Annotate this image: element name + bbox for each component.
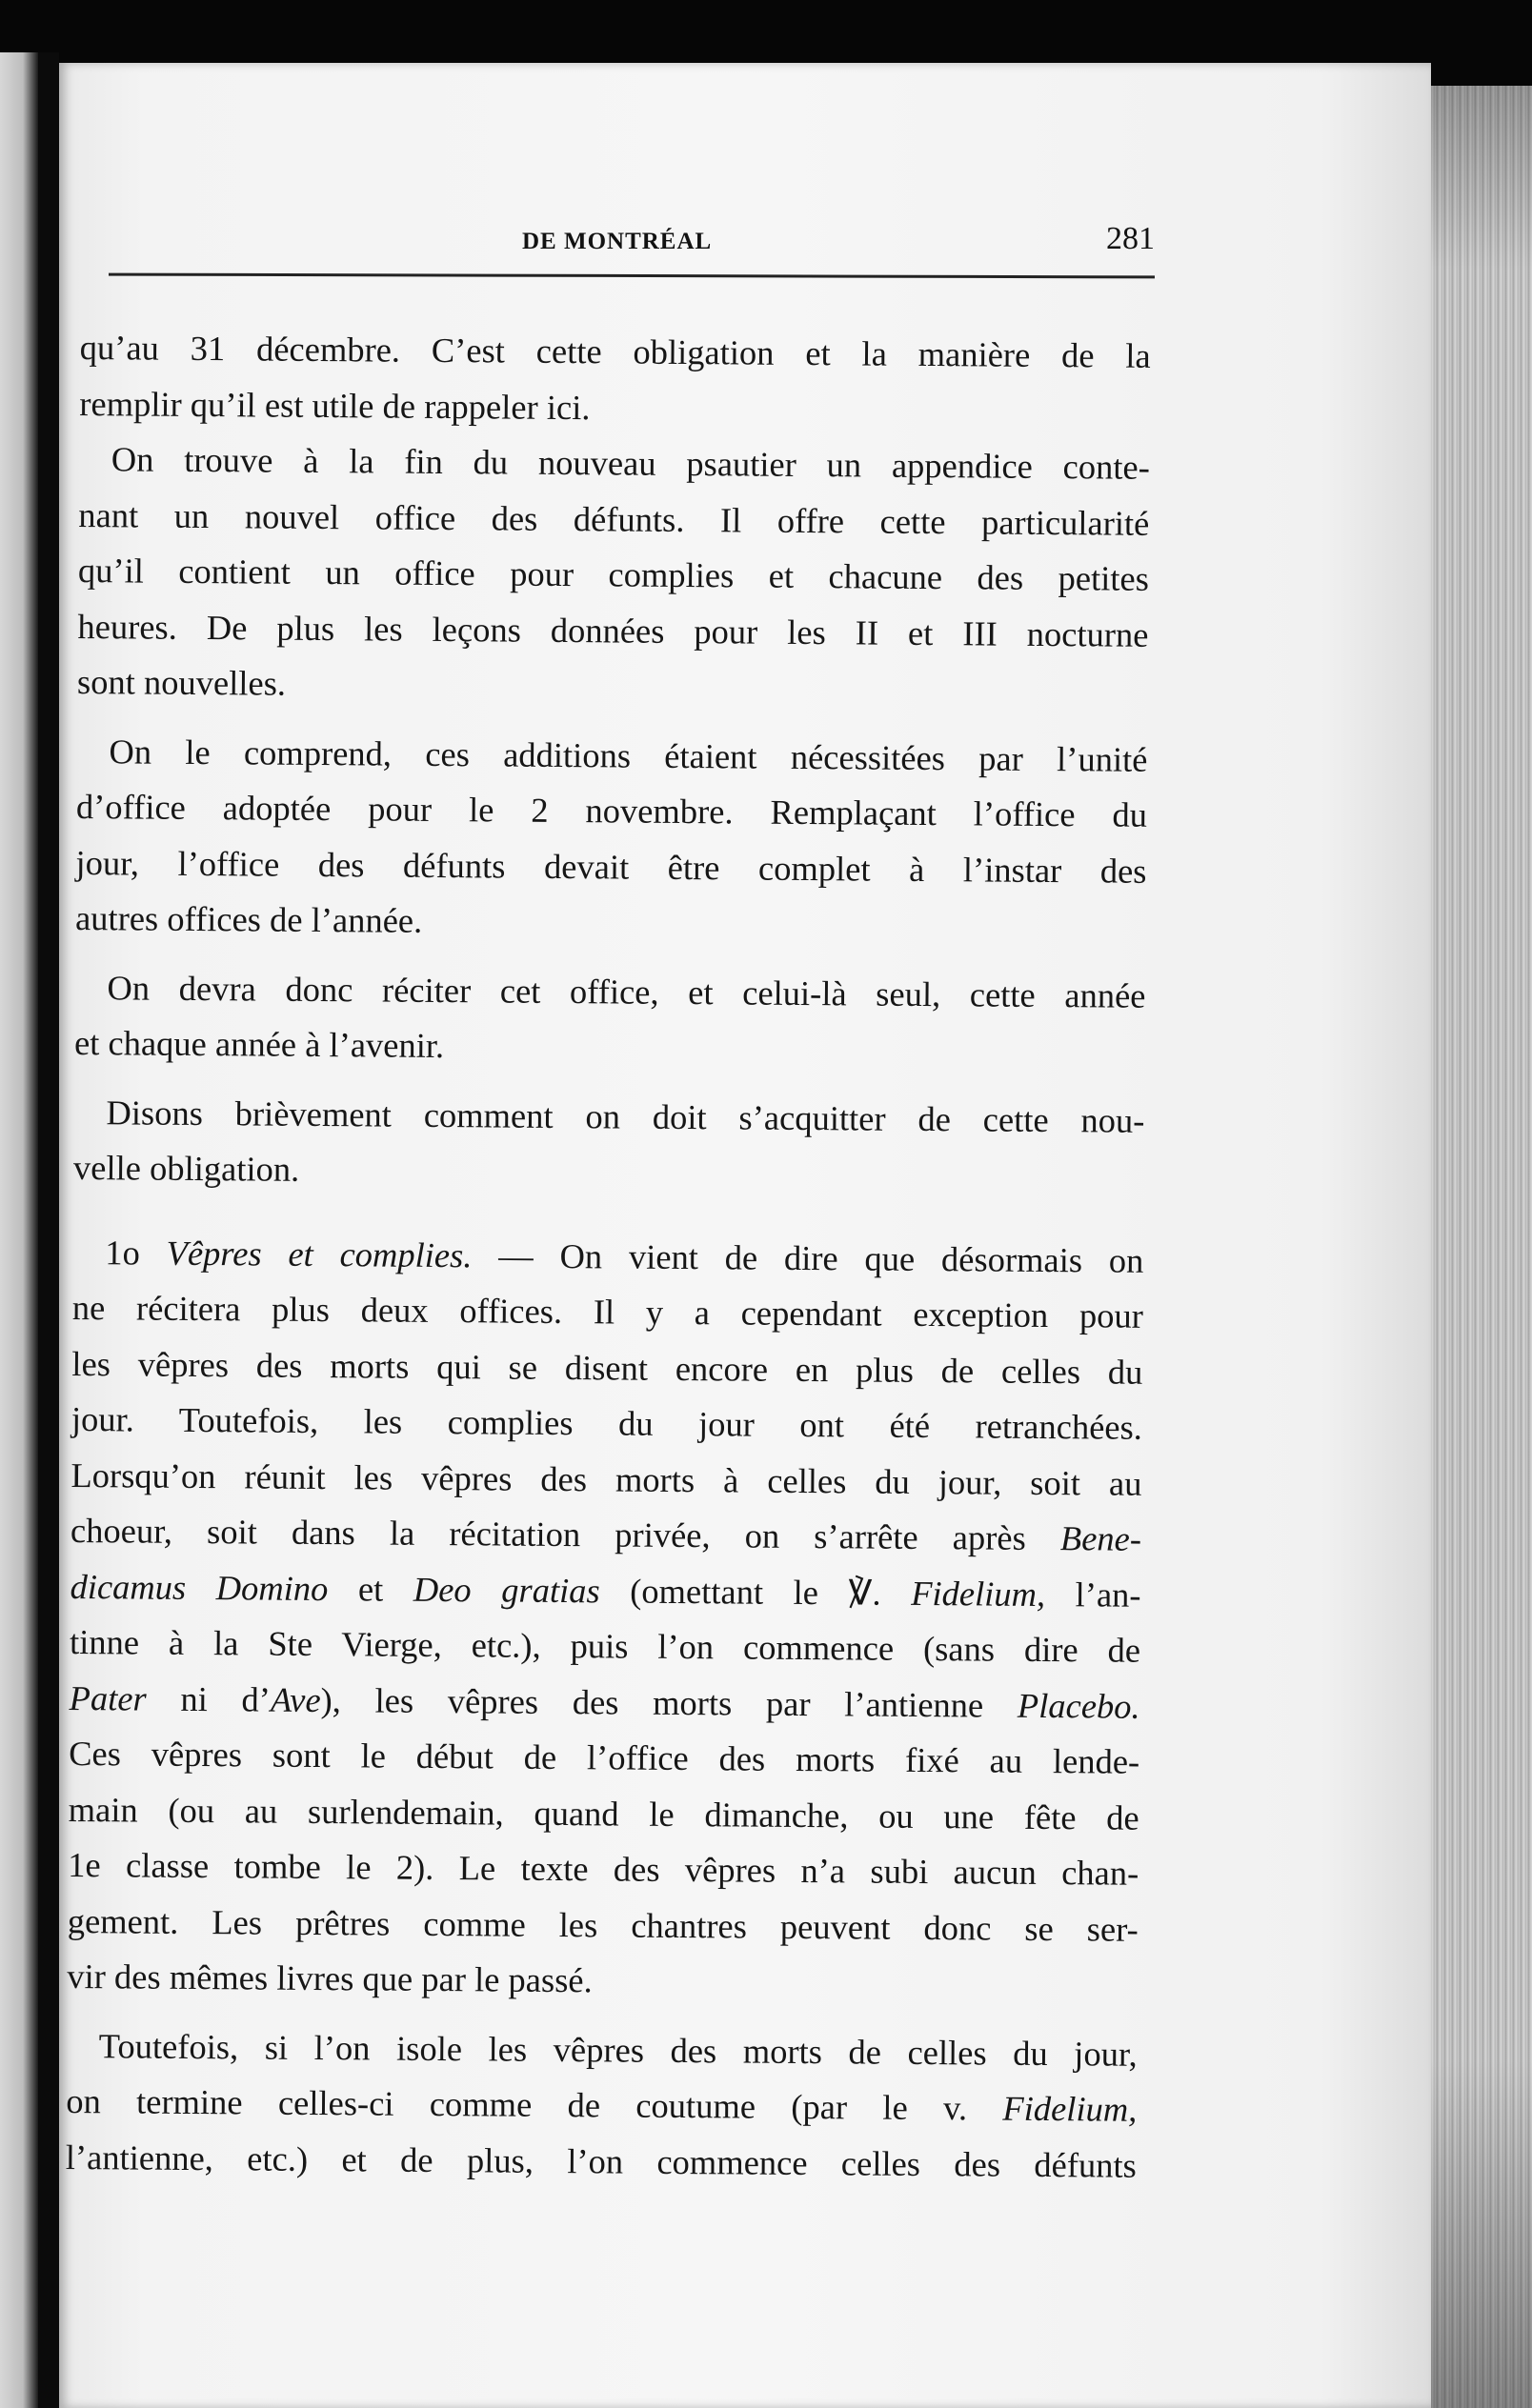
text-line: heures. De plus les leçons données pour les II et III nocturne — [77, 606, 1149, 654]
text-line: Ces vêpres sont le début de l’office des morts fixé au lende- — [69, 1733, 1140, 1781]
text-line: Lorsqu’on réunit les vêpres des morts à celles du jour, soit au — [71, 1455, 1142, 1503]
text-line: sont nouvelles. — [76, 661, 287, 703]
page-edges-shadow — [1431, 86, 1532, 2408]
body-text — [66, 320, 1151, 2194]
section-heading: Vêpres et complies. — [166, 1233, 473, 1274]
text-line: les vêpres des morts qui se disent encore en plus de celles du — [71, 1343, 1143, 1392]
italic-term: Bene- — [1059, 1518, 1142, 1558]
text-run: (omettant le ℣. — [599, 1570, 881, 1613]
text-line: main (ou au surlendemain, quand le dimanche, ou une fête de — [68, 1789, 1139, 1837]
text-line — [66, 2074, 1137, 2137]
text-line: vir des mêmes livres que par le passé. — [67, 1956, 593, 2000]
text-line — [71, 1503, 1141, 1567]
text-line: autres offices de l’année. — [74, 897, 423, 940]
previous-page-edge — [0, 52, 38, 2408]
text-line: velle obligation. — [72, 1147, 300, 1189]
section-vepres-et-complies — [67, 1224, 1143, 2013]
text-line: On le comprend, ces additions étaient nécessitées par l’unité — [109, 731, 1148, 779]
book-gutter — [38, 52, 59, 2408]
italic-term: Deo gratias — [413, 1569, 600, 1610]
italic-term: Fidelium, — [911, 1573, 1046, 1614]
text-run: ni d’ — [146, 1678, 272, 1719]
paragraph — [66, 2017, 1138, 2193]
text-line: nant un nouvel office des défunts. Il offre cette particularité — [78, 494, 1150, 543]
text-line: d’office adoptée pour le 2 novembre. Remplaçant l’office du — [75, 786, 1148, 834]
text-line: tinne à la Ste Vierge, etc.), puis l’on commence (sans dire de — [69, 1621, 1141, 1670]
text-line — [69, 1670, 1139, 1734]
text-line: et chaque année à l’avenir. — [73, 1022, 445, 1066]
text-run: on termine celles-ci comme de coutume (par le v. — [66, 2080, 968, 2128]
text-run: — On vient de dire que désormais on — [472, 1234, 1144, 1280]
italic-term: dicamus Domino — [70, 1566, 329, 1608]
text-line: qu’au 31 décembre. C’est cette obligation et la manière de la — [79, 327, 1151, 375]
running-title: DE MONTRÉAL — [522, 229, 713, 254]
text-run: et — [328, 1568, 414, 1609]
italic-term: Ave — [270, 1679, 321, 1719]
text-line: l’antienne, etc.) et de plus, l’on commence celles des défunts — [65, 2137, 1137, 2185]
text-line: jour. Toutefois, les complies du jour ont été retranchées. — [71, 1398, 1143, 1447]
text-line — [70, 1558, 1140, 1622]
text-line: qu’il contient un office pour complies et chacune des petites — [77, 550, 1150, 598]
text-line: On trouve à la fin du nouveau psautier un appendice conte- — [111, 439, 1150, 487]
section-number: 1o — [105, 1232, 167, 1273]
text-run: l’an- — [1044, 1574, 1141, 1615]
text-line: ne récitera plus deux offices. Il y a cependant exception pour — [71, 1287, 1143, 1335]
text-line: jour, l’office des défunts devait être complet à l’instar des — [75, 842, 1147, 891]
text-run: ), les vêpres des morts par l’antienne — [320, 1679, 984, 1724]
text-line: remplir qu’il est utile de rappeler ici. — [79, 383, 591, 427]
text-run: choeur, soit dans la récitation privée, on s’arrête après — [70, 1510, 1026, 1557]
text-line: Toutefois, si l’on isole les vêpres des morts de celles du jour, — [98, 2025, 1138, 2074]
italic-term: Fidelium, — [1002, 2088, 1138, 2129]
text-line — [72, 1224, 1143, 1288]
text-line: Disons brièvement comment on doit s’acquitter de cette nou- — [106, 1092, 1145, 1140]
text-line: 1e classe tombe le 2). Le texte des vêpres n’a subi aucun chan- — [68, 1844, 1139, 1893]
running-header — [112, 211, 1155, 269]
text-line: On devra donc réciter cet office, et celui-là seul, cette année — [107, 967, 1146, 1015]
paragraph — [74, 959, 1146, 1079]
paragraph — [75, 723, 1148, 954]
paragraph — [73, 1084, 1145, 1204]
paragraph — [79, 320, 1151, 440]
text-line: gement. Les prêtres comme les chantres peuvent donc se ser- — [67, 1900, 1139, 1949]
page-number: 281 — [1106, 221, 1155, 256]
paragraph — [77, 431, 1150, 718]
italic-term: Pater — [69, 1677, 147, 1718]
italic-term: Placebo. — [1017, 1685, 1140, 1726]
